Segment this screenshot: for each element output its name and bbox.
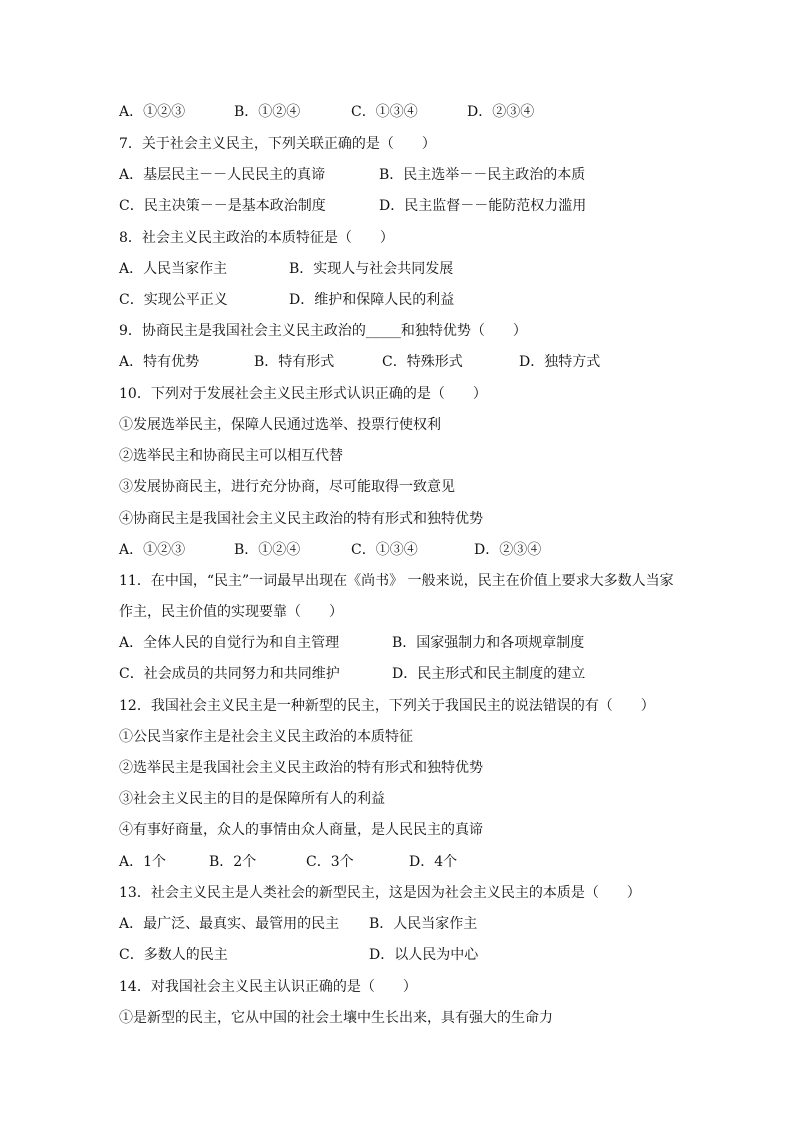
answer-option: A．①②③ [119,542,186,558]
answer-option: D．②③④ [467,104,535,120]
text-line: 7．关于社会主义民主，下列关联正确的是（ ） [119,136,436,152]
answer-option: A．人民当家作主 [119,261,228,277]
answer-option: D．民主监督－－能防范权力滥用 [379,198,587,214]
answer-option: B．①②④ [234,542,301,558]
answer-option: A．最广泛、最真实、最管用的民主 [119,916,340,932]
text-line: ①公民当家作主是社会主义民主政治的本质特征 [119,729,413,745]
answer-option: D．4个 [409,854,458,870]
answer-option: D．独特方式 [519,354,601,370]
text-line: 9．协商民主是我国社会主义民主政治的_____和独特优势（ ） [119,323,527,339]
answer-option: B．实现人与社会共同发展 [289,261,454,277]
answer-option: B．人民当家作主 [369,916,478,932]
answer-option: A．①②③ [119,104,186,120]
answer-option: C．社会成员的共同努力和共同维护 [119,666,340,682]
text-line: ③社会主义民主的目的是保障所有人的利益 [119,791,385,807]
text-line: ①发展选举民主，保障人民通过选举、投票行使权利 [119,417,441,433]
answer-option: C．①③④ [351,104,418,120]
answer-option: C．①③④ [351,542,418,558]
text-line: ②选举民主和协商民主可以相互代替 [119,448,343,464]
answer-option: B．①②④ [234,104,301,120]
text-line: ④协商民主是我国社会主义民主政治的特有形式和独特优势 [119,511,483,527]
answer-option: C．多数人的民主 [119,947,228,963]
answer-option: D．②③④ [474,542,542,558]
text-line: 11．在中国，“民主”一词最早出现在《尚书》 一般来说，民主在价值上要求大多数人当家 [119,573,674,589]
answer-option: A．1个 [119,854,167,870]
answer-option: C．特殊形式 [382,354,463,370]
text-line: 8．社会主义民主政治的本质特征是（ ） [119,230,394,246]
text-line: 10．下列对于发展社会主义民主形式认识正确的是（ ） [119,386,487,402]
text-line: 12．我国社会主义民主是一种新型的民主，下列关于我国民主的说法错误的有（ ） [119,698,655,714]
text-line: 14．对我国社会主义民主认识正确的是（ ） [119,979,417,995]
answer-option: D．民主形式和民主制度的建立 [392,666,586,682]
answer-option: A．特有优势 [119,354,200,370]
answer-option: C．实现公平正义 [119,292,228,308]
answer-option: D．维护和保障人民的利益 [289,292,455,308]
text-line: ②选举民主是我国社会主义民主政治的特有形式和独特优势 [119,760,483,776]
text-line: ③发展协商民主，进行充分协商，尽可能取得一致意见 [119,479,455,495]
answer-option: A．全体人民的自觉行为和自主管理 [119,635,340,651]
text-line: 13．社会主义民主是人类社会的新型民主，这是因为社会主义民主的本质是（ ） [119,885,641,901]
answer-option: D．以人民为中心 [369,947,479,963]
text-line: ④有事好商量，众人的事情由众人商量，是人民民主的真谛 [119,822,483,838]
answer-option: A．基层民主－－人民民主的真谛 [119,167,326,183]
answer-option: B．民主选举－－民主政治的本质 [379,167,586,183]
answer-option: B．特有形式 [254,354,335,370]
answer-option: C．民主决策－－是基本政治制度 [119,198,326,214]
answer-option: B．国家强制力和各项规章制度 [392,635,585,651]
text-line: ①是新型的民主，它从中国的社会土壤中生长出来，具有强大的生命力 [119,1010,553,1026]
answer-option: C．3个 [306,854,354,870]
text-line: 作主，民主价值的实现要靠（ ） [119,604,343,620]
answer-option: B．2个 [209,854,257,870]
